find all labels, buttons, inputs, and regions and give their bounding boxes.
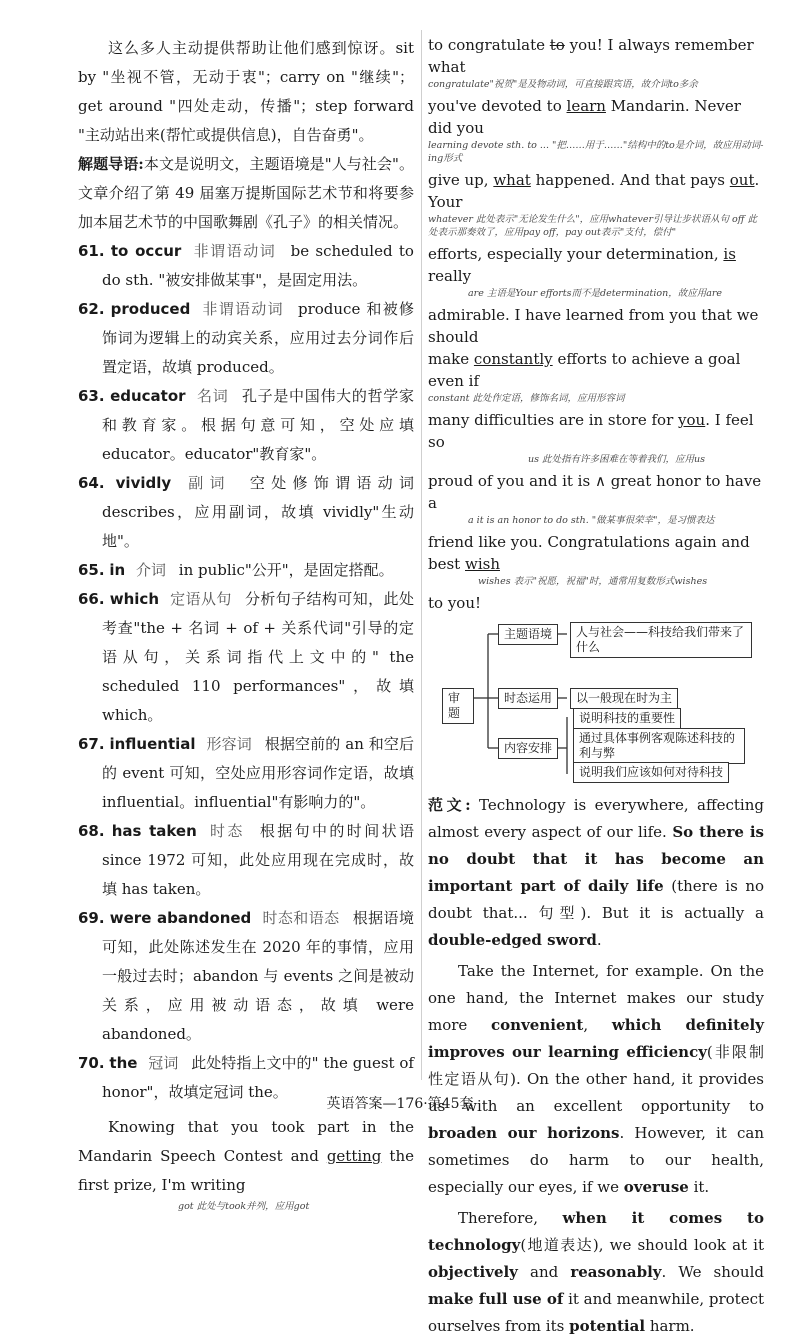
text: . However, it can sometimes do harm to our health, especially our eyes, if we xyxy=(428,1124,764,1196)
text: give up, xyxy=(428,171,489,189)
letter-line-7 xyxy=(428,409,764,453)
guide-text: 本文是说明文，主题语境是"人与社会"。文章介绍了第 49 届塞万提斯国际艺术节和将要参加本届艺术节的中国歌舞剧《孔子》的相关情况。 xyxy=(78,155,414,231)
letter-line-4 xyxy=(428,243,764,287)
letter-end-text: the first prize, I'm writing xyxy=(78,1147,414,1194)
item-kind: 副词 xyxy=(188,474,231,492)
answer-item xyxy=(78,817,414,904)
letter-line-2 xyxy=(428,95,764,139)
note-4: are 主语是Your efforts而不是determination，故应用are xyxy=(468,288,723,299)
highlight: objectively xyxy=(428,1263,518,1281)
text: (非限制性定语从句). On the other hand, it provides us with an excellent opportunity to xyxy=(428,1043,764,1115)
item-number: 70. xyxy=(78,1054,105,1072)
column-divider xyxy=(421,30,422,1080)
note-7: us 此处指有许多困难在等着我们，应用us xyxy=(528,454,706,465)
item-kind: 非谓语动词 xyxy=(193,242,277,260)
note-got: got 此处与took并列，应用got xyxy=(178,1201,310,1212)
text: it and meanwhile, protect ourselves from its xyxy=(428,1290,765,1335)
text: you! I always remember what xyxy=(428,36,754,76)
page-footer: 英语答案—176·第45套 xyxy=(326,1096,474,1112)
note-8: a it is an honor to do sth. "做某事很荣幸"，是习惯表达 xyxy=(468,515,715,526)
item-explanation: 分析句子结构可知，此处考查"the + 名词 + of + 关系代词"引导的定语从句，关系词指代上文中的" the scheduled 110 performances"，故填 which。 xyxy=(102,590,414,724)
essay-paragraph-3 xyxy=(428,1205,764,1340)
text: . I feel so xyxy=(428,411,754,451)
item-answer: vividly xyxy=(115,474,172,492)
error-word-learn: learn xyxy=(566,97,606,115)
item-explanation: 根据语境可知，此处陈述发生在 2020 年的事情，应用一般过去时；abandon 与 events 之间是被动关系，应用被动语态，故填 were abandoned。 xyxy=(102,909,414,1043)
text: make xyxy=(428,350,470,368)
item-number: 64. xyxy=(78,474,105,492)
error-word-what: what xyxy=(493,171,531,189)
error-word-out: out xyxy=(729,171,755,189)
item-explanation: 根据空前的 an 和空后的 event 可知，空处应用形容词作定语，故填 influential。influential"有影响力的"。 xyxy=(102,735,414,811)
letter-line-10: to you! xyxy=(428,594,482,612)
error-word-is: is xyxy=(723,245,736,263)
essay-label: 范文: xyxy=(428,796,471,814)
note-1: congratulate"祝贺"是及物动词，可直接跟宾语，故介词to多余 xyxy=(428,79,698,90)
item-number: 68. xyxy=(78,822,105,840)
item-kind: 定语从句 xyxy=(170,590,232,608)
answer-list xyxy=(78,237,414,1107)
item-explanation: 孔子是中国伟大的哲学家和教育家。根据句意可知，空处应填 educator。educator"教育家"。 xyxy=(102,387,414,463)
highlight: convenient xyxy=(491,1016,584,1034)
mind-branch-theme-detail: 人与社会——科技给我们带来了什么 xyxy=(570,622,752,658)
answer-item xyxy=(78,730,414,817)
right-column xyxy=(428,34,764,1340)
highlight: double-edged sword xyxy=(428,931,597,949)
text: Therefore, xyxy=(458,1209,538,1227)
text: it. xyxy=(693,1178,710,1196)
answer-item xyxy=(78,585,414,730)
item-kind: 时态 xyxy=(209,822,245,840)
item-kind: 名词 xyxy=(197,387,229,405)
item-explanation: 根据句中的时间状语 since 1972 可知，此处应用现在完成时，故填 has taken。 xyxy=(102,822,414,898)
item-number: 69. xyxy=(78,909,105,927)
text: to congratulate xyxy=(428,36,545,54)
highlight: when it comes to technology xyxy=(428,1209,764,1254)
essay-paragraph-2 xyxy=(428,958,764,1201)
letter-line-6 xyxy=(428,348,764,392)
highlight: potential xyxy=(569,1317,646,1335)
item-explanation: 空处修饰谓语动词 describes，应用副词，故填 vividly"生动地"。 xyxy=(102,474,414,550)
text: . Your xyxy=(428,171,760,211)
item-number: 66. xyxy=(78,590,105,608)
item-answer: has taken xyxy=(111,822,197,840)
mind-content-1: 说明科技的重要性 xyxy=(573,708,681,729)
analysis-mind-map xyxy=(428,622,764,779)
letter-line-9 xyxy=(428,531,764,575)
note-6: constant 此处作定语，修饰名词，应用形容词 xyxy=(428,393,625,404)
essay-paragraph-1: 范文: Technology is everywhere, affecting almost every aspect of our life. So there is no doubt that it has become an important part of daily life (there is no doubt that... 句型). But it is actually a double-edged sword. xyxy=(428,796,765,949)
text: efforts to achieve a goal even if xyxy=(428,350,741,390)
text: you've devoted to xyxy=(428,97,562,115)
item-answer: influential xyxy=(109,735,196,753)
item-answer: were abandoned xyxy=(109,909,252,927)
text: harm. xyxy=(649,1317,695,1335)
note-9: wishes 表示"祝愿，祝福"时，通常用复数形式wishes xyxy=(478,576,708,587)
mind-root: 审题 xyxy=(442,688,474,724)
error-word-wish: wish xyxy=(465,555,500,573)
item-answer: to occur xyxy=(110,242,182,260)
text: many difficulties are in store for xyxy=(428,411,674,429)
item-number: 61. xyxy=(78,242,105,260)
item-kind: 形容词 xyxy=(206,735,252,753)
mind-branch-tense-detail: 以一般现在时为主 xyxy=(570,688,678,709)
model-essay xyxy=(428,792,764,1340)
item-answer: which xyxy=(109,590,159,608)
item-kind: 冠词 xyxy=(148,1054,179,1072)
answer-item xyxy=(78,556,414,585)
text: really xyxy=(428,267,472,285)
text: happened. And that pays xyxy=(535,171,725,189)
item-kind: 时态和语态 xyxy=(262,909,340,927)
item-number: 62. xyxy=(78,300,105,318)
note-2: learning devote sth. to ... "把……用于……"结构中的to是介词，故应用动词-ing形式 xyxy=(428,140,764,164)
letter-line-3 xyxy=(428,169,764,213)
left-column xyxy=(78,34,414,1217)
text: (地道表达), we should look at it xyxy=(520,1236,764,1254)
answer-item xyxy=(78,237,414,295)
error-word-constantly: constantly xyxy=(473,350,553,368)
text: friend like you. Congratulations again and best xyxy=(428,533,750,573)
highlight: reasonably xyxy=(570,1263,662,1281)
text: (there is no doubt that... 句型). But it is actually a xyxy=(428,877,765,922)
text: Technology is everywhere, affecting almost every aspect of our life. xyxy=(428,796,764,841)
highlight: broaden our horizons xyxy=(428,1124,620,1142)
letter-start-text: Knowing that you took part in the Mandarin Speech Contest and xyxy=(78,1118,414,1165)
item-answer: the xyxy=(109,1054,138,1072)
highlight: which definitely improves our learning efficiency xyxy=(428,1016,764,1061)
letter-line-5: admirable. I have learned from you that we should xyxy=(428,306,759,346)
intro-paragraph: 这么多人主动提供帮助让他们感到惊讶。sit by "坐视不管，无动于衷"；carry on "继续"；get around "四处走动，传播"；step forward "主动站出来(帮忙或提供信息)，自告奋勇"。 xyxy=(78,39,414,144)
item-explanation: be scheduled to do sth. "被安排做某事"，是固定用法。 xyxy=(102,242,414,289)
item-answer: produced xyxy=(110,300,191,318)
highlight: overuse xyxy=(623,1178,689,1196)
mind-branch-tense: 时态运用 xyxy=(498,688,558,709)
mind-branch-content: 内容安排 xyxy=(498,738,558,759)
highlight: make full use of xyxy=(428,1290,564,1308)
note-3: whatever 此处表示"无论发生什么"，应用whatever引导让步状语从句 off 此处表示那奏效了，应用pay off，pay out表示"支付，偿付" xyxy=(428,214,758,238)
text: and xyxy=(530,1263,559,1281)
item-answer: educator xyxy=(110,387,186,405)
answer-item xyxy=(78,295,414,382)
item-number: 63. xyxy=(78,387,105,405)
item-kind: 非谓语动词 xyxy=(202,300,284,318)
text: efforts, especially your determination, xyxy=(428,245,719,263)
answer-item xyxy=(78,382,414,469)
item-explanation: 此处特指上文中的" the guest of honor"，故填定冠词 the。 xyxy=(102,1054,414,1101)
letter-start xyxy=(78,1113,414,1200)
answer-item xyxy=(78,469,414,556)
answer-item xyxy=(78,904,414,1049)
mind-content-2: 通过具体事例客观陈述科技的利与弊 xyxy=(573,728,745,764)
mind-branch-theme: 主题语境 xyxy=(498,624,558,645)
mind-content-3: 说明我们应该如何对待科技 xyxy=(573,762,729,783)
item-number: 65. xyxy=(78,561,105,579)
letter-line-1 xyxy=(428,34,764,78)
guide-label: 解题导语: xyxy=(78,155,144,173)
letter-line-8: proud of you and it is ∧ great honor to have a xyxy=(428,472,762,512)
guide-paragraph xyxy=(78,150,414,237)
error-word-getting: getting xyxy=(326,1147,382,1165)
item-explanation: in public"公开"，是固定搭配。 xyxy=(178,561,394,579)
highlight: So there is no doubt that it has become an important part of daily life xyxy=(428,823,764,895)
item-answer: in xyxy=(109,561,126,579)
error-word-you: you xyxy=(678,411,706,429)
item-kind: 介词 xyxy=(135,561,166,579)
text: . We should xyxy=(661,1263,764,1281)
text: , xyxy=(583,1016,612,1034)
text: Take the Internet, for example. On the one hand, the Internet makes our study more xyxy=(428,962,764,1034)
item-number: 67. xyxy=(78,735,105,753)
item-explanation: produce 和被修饰词为逻辑上的动宾关系，应用过去分词作后置定语，故填 produced。 xyxy=(102,300,414,376)
text: Mandarin. Never did you xyxy=(428,97,741,137)
error-word-to: to xyxy=(549,36,565,54)
